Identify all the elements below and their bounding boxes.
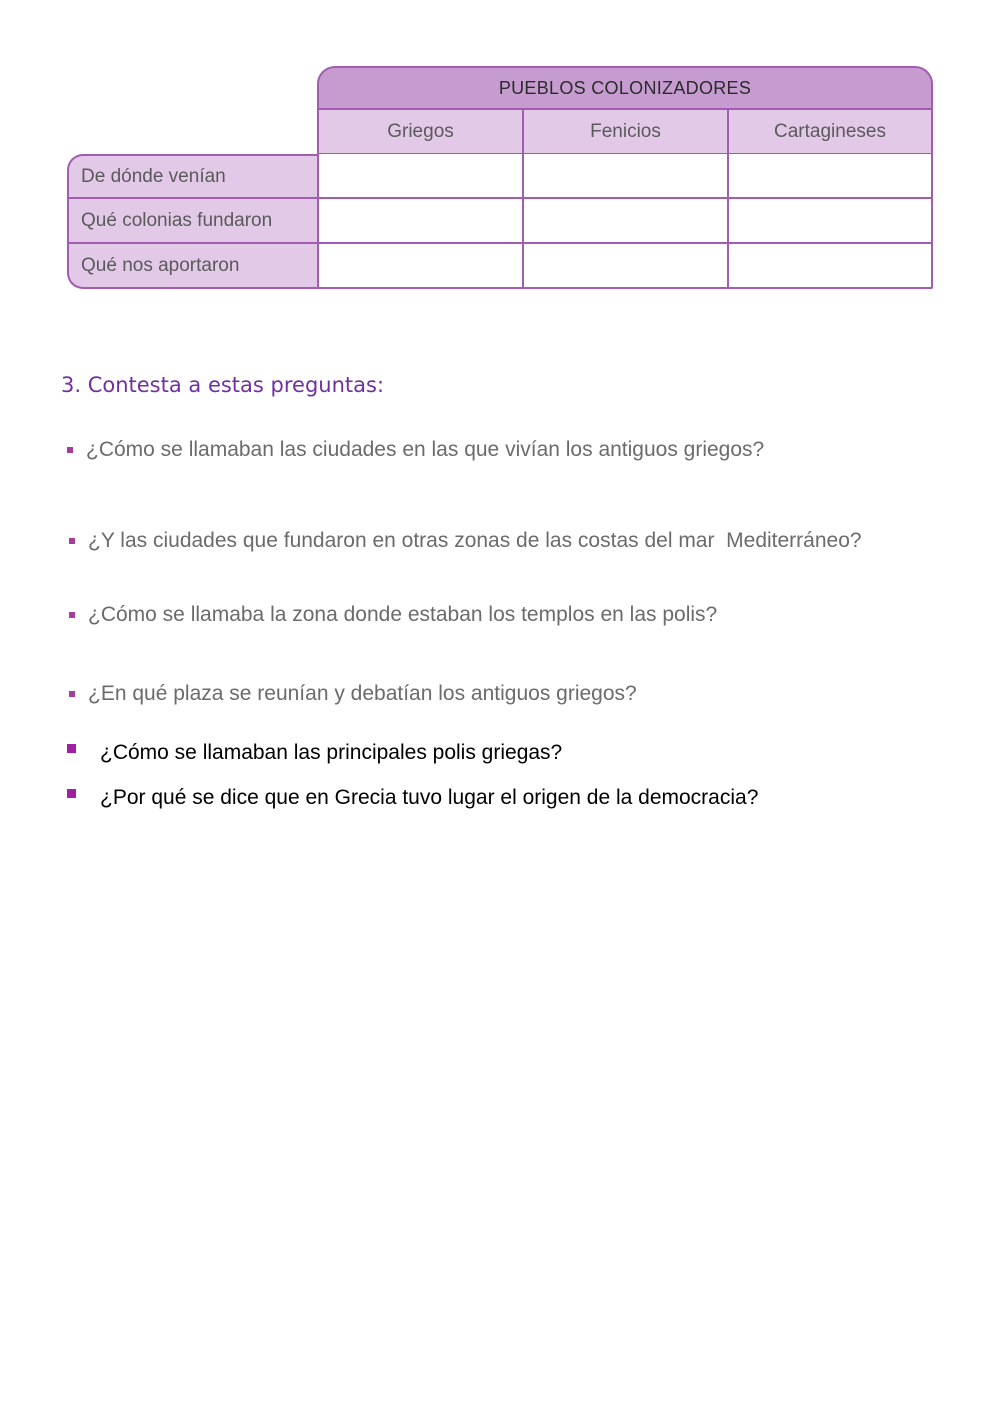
question-item xyxy=(69,529,862,553)
question-text: ¿Y las ciudades que fundaron en otras zonas de las costas del mar Mediterráneo? xyxy=(88,529,862,552)
answer-cell[interactable] xyxy=(522,199,727,244)
colonizers-table xyxy=(67,66,933,289)
column-header-cartagineses: Cartagineses xyxy=(727,110,933,155)
question-item xyxy=(67,741,562,765)
answer-cell[interactable] xyxy=(317,154,522,199)
question-text: ¿En qué plaza se reunían y debatían los antiguos griegos? xyxy=(88,682,637,705)
question-item xyxy=(69,682,637,706)
question-item xyxy=(67,438,764,462)
answer-cell[interactable] xyxy=(317,244,522,289)
column-header-griegos: Griegos xyxy=(317,110,522,155)
section-title: 3. Contesta a estas preguntas: xyxy=(61,373,385,397)
bullet-square-icon xyxy=(67,789,76,798)
answer-cell[interactable] xyxy=(317,199,522,244)
answer-cell[interactable] xyxy=(522,154,727,199)
bullet-square-icon xyxy=(67,744,76,753)
answer-cell[interactable] xyxy=(727,154,933,199)
question-text: ¿Cómo se llamaba la zona donde estaban los templos en las polis? xyxy=(88,603,718,626)
row-header-origen: De dónde venían xyxy=(67,154,318,199)
table-header: PUEBLOS COLONIZADORES xyxy=(317,66,933,110)
question-item xyxy=(67,786,758,810)
question-item xyxy=(69,603,717,627)
bullet-square-icon xyxy=(69,612,75,618)
question-text: ¿Por qué se dice que en Grecia tuvo lugar el origen de la democracia? xyxy=(100,786,759,809)
answer-cell[interactable] xyxy=(727,199,933,244)
row-header-aportes: Qué nos aportaron xyxy=(67,244,318,289)
answer-cell[interactable] xyxy=(727,244,933,289)
bullet-square-icon xyxy=(69,538,75,544)
bullet-square-icon xyxy=(69,691,75,697)
question-text: ¿Cómo se llamaban las principales polis griegas? xyxy=(100,741,563,764)
column-header-fenicios: Fenicios xyxy=(522,110,727,155)
row-header-colonias: Qué colonias fundaron xyxy=(67,199,318,244)
bullet-square-icon xyxy=(67,447,73,453)
question-text: ¿Cómo se llamaban las ciudades en las que vivían los antiguos griegos? xyxy=(86,438,765,461)
answer-cell[interactable] xyxy=(522,244,727,289)
